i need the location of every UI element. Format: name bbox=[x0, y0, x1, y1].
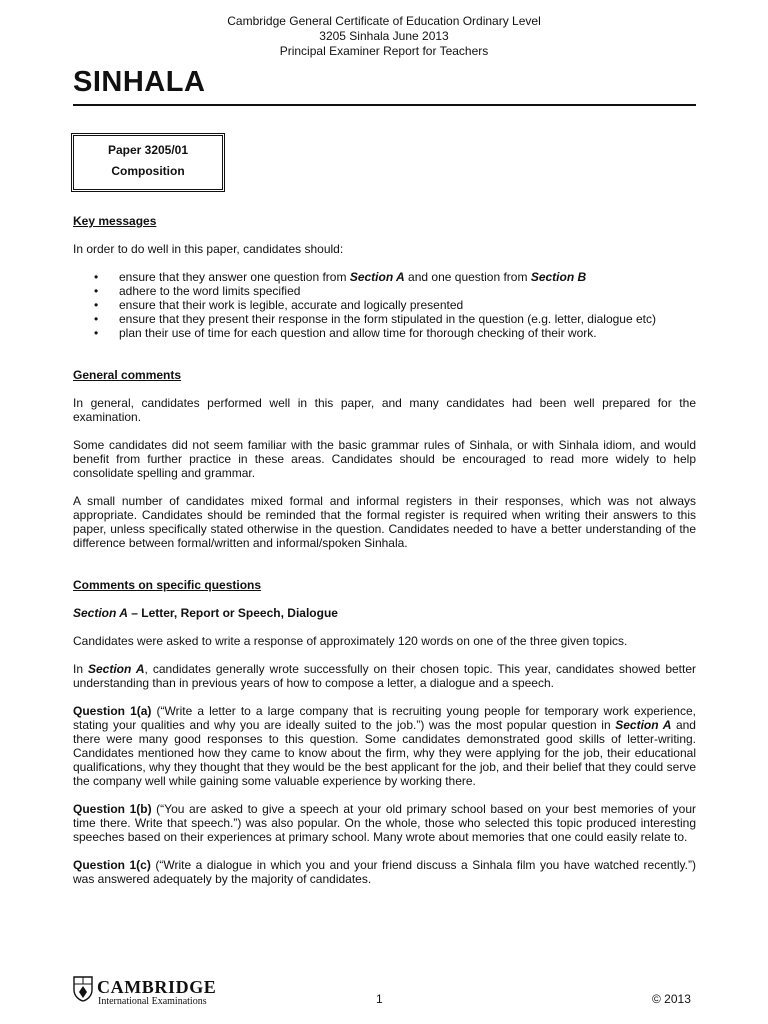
key-messages-intro: In order to do well in this paper, candidates should: bbox=[73, 242, 344, 256]
list-item: • ensure that their work is legible, accurate and logically presented bbox=[94, 298, 464, 312]
list-item: • plan their use of time for each question and allow time for thorough checking of their work. bbox=[94, 326, 597, 340]
question-1b-comment: Question 1(b) (“You are asked to give a speech at your old primary school based on your best memories of your time there. Write that speech.”) was also popular. On the whole, those who selected this topic produced interesting speeches based on their experiences at primary school. Many wrote about memories that one could easily relate to. bbox=[73, 802, 696, 844]
bullet-icon: • bbox=[94, 312, 99, 326]
section-a-heading: Section A – Letter, Report or Speech, Dialogue bbox=[73, 606, 338, 620]
section-a-summary: In Section A, candidates generally wrote successfully on their chosen topic. This year, candidates showed better understanding than in previous years of how to compose a letter, a dialogue and a speech. bbox=[73, 662, 697, 690]
paper-box bbox=[71, 133, 225, 192]
report-header bbox=[0, 14, 768, 59]
header-line-qualification: Cambridge General Certificate of Education Ordinary Level bbox=[227, 14, 541, 28]
logo-wordmark: CAMBRIDGE bbox=[97, 977, 217, 997]
list-item: • adhere to the word limits specified bbox=[94, 284, 301, 298]
general-comments-heading: General comments bbox=[73, 368, 182, 382]
cambridge-logo bbox=[73, 976, 233, 1006]
paper-code: Paper 3205/01 bbox=[107, 143, 189, 157]
key-messages-list bbox=[73, 270, 696, 340]
header-line-report-type: Principal Examiner Report for Teachers bbox=[279, 44, 489, 58]
logo-subtitle: International Examinations bbox=[98, 996, 207, 1007]
bullet-icon: • bbox=[94, 270, 99, 284]
cambridge-shield-icon bbox=[73, 976, 93, 1002]
general-paragraph: In general, candidates performed well in this paper, and many candidates had been well prepared for the examination. bbox=[73, 396, 696, 424]
general-paragraph: Some candidates did not seem familiar with the basic grammar rules of Sinhala, or with Sinhala idiom, and would benefit from further practice in these areas. Candidates should be encouraged to read more widely to help consolidate spelling and grammar. bbox=[73, 438, 696, 480]
paper-name: Composition bbox=[111, 164, 185, 178]
subject-title: SINHALA bbox=[73, 66, 206, 98]
question-1a-comment: Question 1(a) (“Write a letter to a large company that is recruiting young people for temporary work experience, stating your qualities and why you are ideally suited to the job.”) was the most popular question in Section A and there were many good responses to this question. Some candidates demonstrated good skills of letter-writing. Candidates mentioned how they came to know about the firm, why they were applying for the job, their educational qualifications, why they thought that they would be the best applicant for the job, and their belief that they could serve the company well while gaining some valuable experience by working there. bbox=[73, 704, 696, 788]
page-number: 1 bbox=[376, 992, 383, 1006]
bullet-icon: • bbox=[94, 298, 99, 312]
header-line-syllabus: 3205 Sinhala June 2013 bbox=[319, 29, 449, 43]
page-footer bbox=[0, 970, 768, 1010]
title-rule bbox=[73, 104, 696, 106]
specific-questions-heading: Comments on specific questions bbox=[73, 578, 262, 592]
bullet-icon: • bbox=[94, 284, 99, 298]
list-item: • ensure that they present their response in the form stipulated in the question (e.g. letter, dialogue etc) bbox=[94, 312, 656, 326]
general-paragraph: A small number of candidates mixed formal and informal registers in their responses, which was not always appropriate. Candidates should be reminded that the formal register is required when writing their answers to this paper, unless specifically stated otherwise in the question. Candidates needed to have a better understanding of the difference between formal/written and informal/spoken Sinhala. bbox=[73, 494, 696, 550]
question-1c-comment: Question 1(c) (“Write a dialogue in which you and your friend discuss a Sinhala film you have watched recently.”) was answered adequately by the majority of candidates. bbox=[73, 858, 696, 886]
section-a-intro: Candidates were asked to write a response of approximately 120 words on one of the three given topics. bbox=[73, 634, 628, 648]
bullet-icon: • bbox=[94, 326, 99, 340]
key-messages-heading: Key messages bbox=[73, 214, 157, 228]
report-body bbox=[73, 214, 696, 886]
list-item: • ensure that they answer one question from Section A and one question from Section B bbox=[94, 270, 587, 284]
copyright-notice: © 2013 bbox=[652, 992, 691, 1006]
